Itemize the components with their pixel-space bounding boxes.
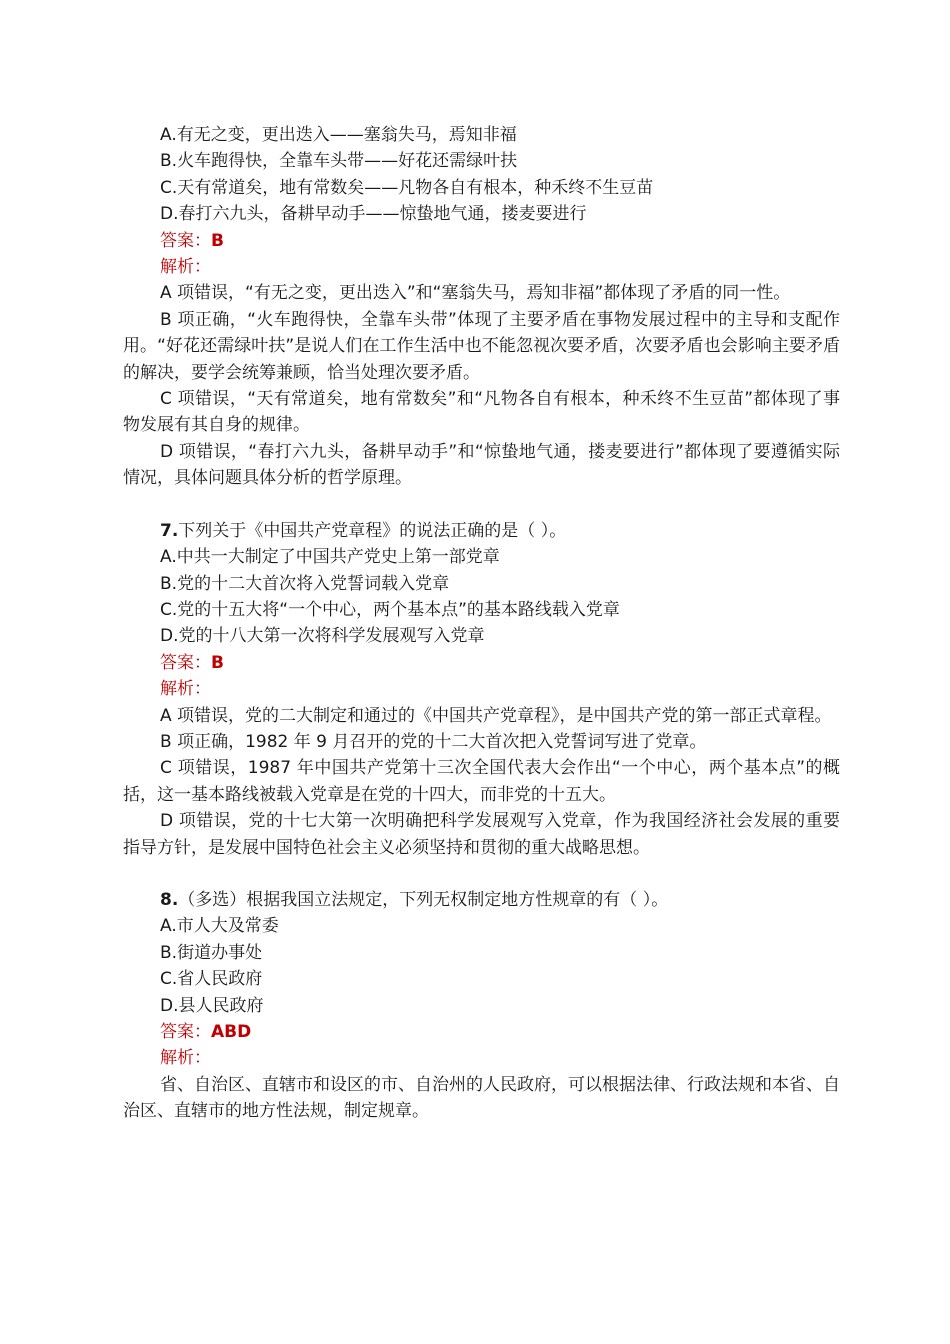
- answer-line: [123, 228, 840, 254]
- answer-label: 答案：: [160, 230, 211, 251]
- analysis-label: 解析：: [160, 679, 211, 700]
- analysis-label: 解析：: [160, 257, 211, 278]
- option-c: C.天有常道矣，地有常数矣——凡物各自有根本，种禾终不生豆苗: [160, 177, 654, 198]
- option-b: B.党的十二大首次将入党誓词载入党章: [160, 573, 450, 594]
- spacer: [123, 861, 840, 887]
- answer-label: 答案：: [160, 1022, 211, 1042]
- analysis-label: 解析：: [160, 1048, 211, 1069]
- analysis-paragraph: C 项错误，1987 年中国共产党第十三次全国代表大会作出“一个中心，两个基本点”的概括，这一基本路线被载入党章是在党的十四大，而非党的十五大。: [123, 758, 840, 805]
- question-stem: [123, 887, 840, 913]
- option-d: D.县人民政府: [160, 995, 264, 1016]
- option-b: B.街道办事处: [160, 942, 263, 963]
- question-number: 8.: [160, 889, 179, 910]
- analysis-paragraph: A 项错误，“有无之变，更出迭入”和“塞翁失马，焉知非福”都体现了矛盾的同一性。: [160, 283, 791, 304]
- question-7-block: [123, 518, 840, 861]
- answer-value: B: [211, 230, 224, 251]
- analysis-paragraph: D 项错误，“春打六九头，备耕早动手”和“惊蛰地气通，搂麦要进行”都体现了要遵循实际情况，具体问题具体分析的哲学原理。: [123, 441, 840, 489]
- question-text: （多选）根据我国立法规定，下列无权制定地方性规章的有（ ）。: [178, 889, 669, 910]
- analysis-paragraph: A 项错误，党的二大制定和通过的《中国共产党章程》，是中国共产党的第一部正式章程。: [160, 705, 832, 726]
- option-a: A.有无之变，更出迭入——塞翁失马，焉知非福: [160, 125, 517, 145]
- spacer: [123, 492, 840, 518]
- analysis-paragraph: D 项错误，党的十七大第一次明确把科学发展观写入党章，作为我国经济社会发展的重要指导方针，是发展中国特色社会主义必须坚持和贯彻的重大战略思想。: [123, 811, 840, 858]
- question-number: 7.: [160, 520, 179, 541]
- option-c: C.省人民政府: [160, 969, 263, 990]
- analysis-paragraph: 省、自治区、直辖市和设区的市、自治州的人民政府，可以根据法律、行政法规和本省、自治区、直辖市的地方性法规，制定规章。: [123, 1074, 840, 1122]
- answer-line: [123, 1019, 840, 1045]
- option-d: D.党的十八大第一次将科学发展观写入党章: [160, 626, 485, 647]
- question-stem: [123, 518, 840, 544]
- answer-label: 答案：: [160, 652, 211, 673]
- analysis-paragraph: B 项正确，1982 年 9 月召开的党的十二大首次把入党誓词写进了党章。: [160, 731, 707, 752]
- analysis-paragraph: C 项错误，“天有常道矣，地有常数矣”和“凡物各自有根本，种禾终不生豆苗”都体现了事物发展有其自身的规律。: [123, 389, 840, 436]
- option-d: D.春打六九头，备耕早动手——惊蛰地气通，搂麦要进行: [160, 204, 587, 225]
- option-b: B.火车跑得快，全靠车头带——好花还需绿叶扶: [160, 151, 518, 172]
- question-6-block: [123, 122, 840, 492]
- option-a: A.中共一大制定了中国共产党史上第一部党章: [160, 547, 500, 568]
- option-c: C.党的十五大将“一个中心，两个基本点”的基本路线载入党章: [160, 599, 620, 620]
- answer-value: B: [211, 652, 224, 673]
- answer-line: [123, 650, 840, 676]
- answer-value: ABD: [211, 1022, 252, 1042]
- analysis-paragraph: B 项正确，“火车跑得快，全靠车头带”体现了主要矛盾在事物发展过程中的主导和支配作用。“好花还需绿叶扶”是说人们在工作生活中也不能忽视次要矛盾，次要矛盾也会影响主要矛盾的解决，要学会统筹兼顾，恰当处理次要矛盾。: [123, 309, 840, 383]
- option-a: A.市人大及常委: [160, 916, 279, 937]
- question-8-block: [123, 887, 840, 1125]
- document-content: [123, 122, 840, 1125]
- question-text: 下列关于《中国共产党章程》的说法正确的是（ ）。: [178, 520, 567, 541]
